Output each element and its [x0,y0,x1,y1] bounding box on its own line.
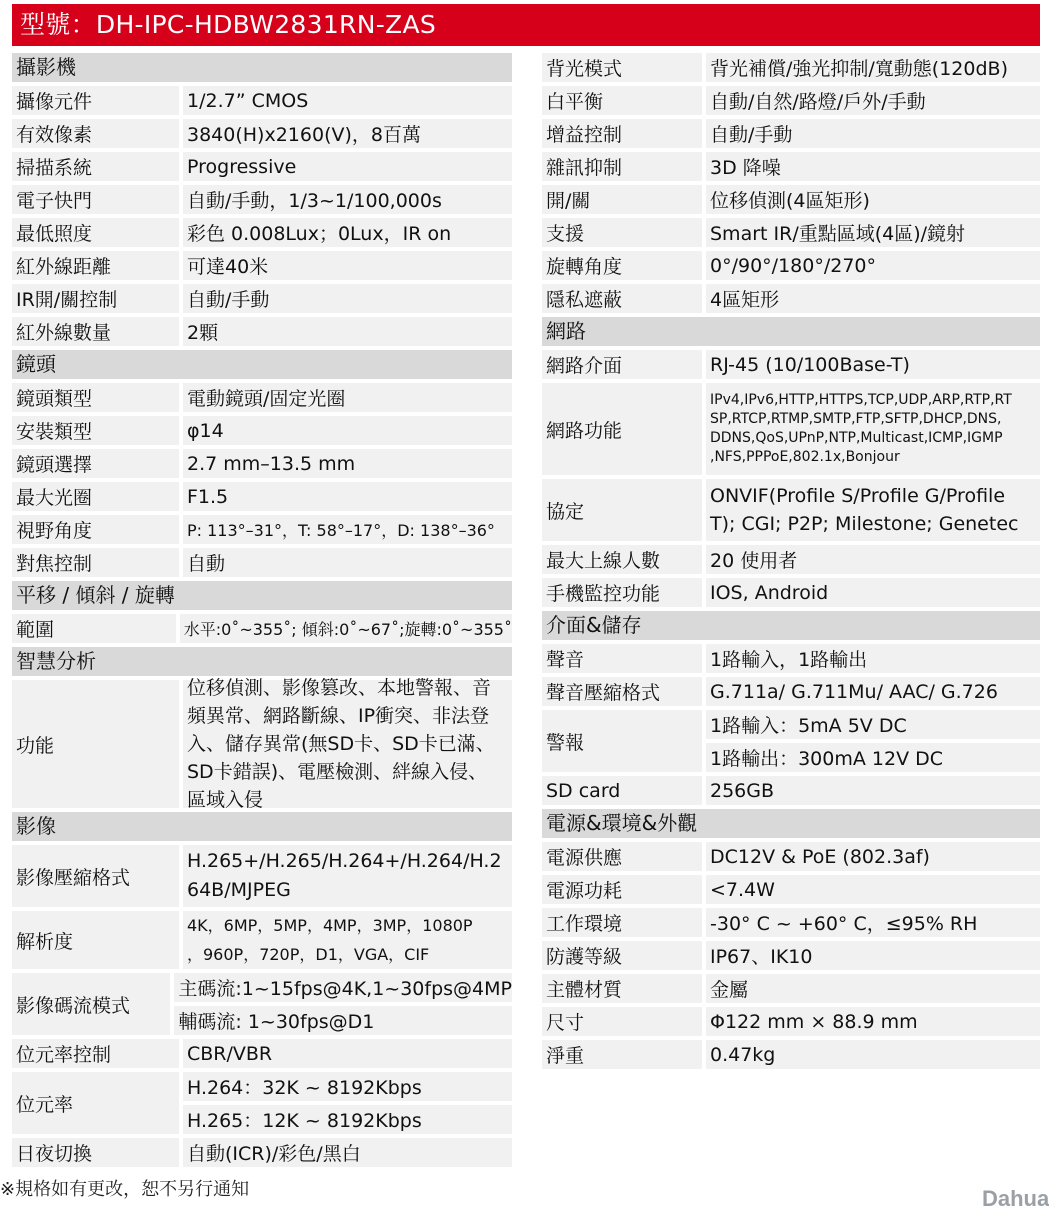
spec-row-camera [12,185,512,214]
spec-value: 4區矩形 [706,284,1040,313]
spec-row-power [542,941,1040,970]
spec-value: 自動/自然/路燈/戶外/手動 [706,86,1040,115]
value-line: ，960P，720P，D1，VGA，CIF [187,945,430,964]
section-camera: 攝影機 [12,53,512,82]
spec-label: 影像碼流模式 [12,973,170,1035]
spec-value: H.265：12K ~ 8192Kbps [183,1105,512,1134]
spec-value [706,383,1040,475]
value-line: 頻異常、網路斷線、IP衝突、非法登 [187,705,490,727]
left-spec-column [12,53,512,1171]
spec-label: SD card [542,776,702,805]
spec-row-lens [12,515,512,544]
spec-row-lens [12,482,512,511]
lens-rows [12,383,512,577]
spec-label: 電源供應 [542,842,702,871]
spec-row-network [542,545,1040,574]
spec-value: 主碼流:1~15fps@4K,1~30fps@4MP [174,973,512,1002]
spec-value: 金屬 [706,974,1040,1003]
spec-value: 水平:0˚~355˚; 傾斜:0˚~67˚;旋轉:0˚~355˚ [180,614,512,643]
spec-label: 影像壓縮格式 [12,845,179,907]
spec-row-power [542,875,1040,904]
spec-row-power [542,908,1040,937]
spec-value: DC12V & PoE (802.3af) [706,842,1040,871]
section-analytics: 智慧分析 [12,647,512,676]
spec-label: 尺寸 [542,1007,702,1036]
spec-row-lens [12,416,512,445]
spec-value: 彩色 0.008Lux；0Lux，IR on [183,218,512,247]
spec-value: G.711a/ G.711Mu/ AAC/ G.726 [706,677,1040,706]
value-line: H.265+/H.265/H.264+/H.264/H.2 [187,850,502,872]
spec-row-camera [12,317,512,346]
spec-label: 開/關 [542,185,702,214]
spec-value: 1/2.7” CMOS [183,86,512,115]
spec-label: 雜訊抑制 [542,152,702,181]
spec-label: 範圍 [12,614,176,643]
spec-value: φ14 [183,416,512,445]
spec-value-stack [183,1072,512,1134]
spec-value: 0°/90°/180°/270° [706,251,1040,280]
spec-label: 鏡頭類型 [12,383,179,412]
footer-note: ※規格如有更改，恕不另行通知 [0,1179,250,1200]
spec-row-image-setting [542,251,1040,280]
spec-row-camera [12,218,512,247]
spec-row-bitrate-control [12,1039,512,1068]
spec-row-analytics-function [12,677,512,811]
spec-row-ptz-range [12,614,512,643]
spec-row-audio-compression [542,677,1040,706]
value-line: SP,RTCP,RTMP,SMTP,FTP,SFTP,DHCP,DNS, [710,411,1002,427]
spec-value: 0.47kg [706,1040,1040,1069]
spec-value: IOS, Android [706,578,1040,607]
value-line: 64B/MJPEG [187,879,291,901]
image-setting-rows [542,53,1040,313]
spec-row-lens [12,383,512,412]
spec-label: IR開/關控制 [12,284,179,313]
spec-value: 可達40米 [183,251,512,280]
spec-value: 自動/手動 [706,119,1040,148]
value-line: IPv4,IPv6,HTTP,HTTPS,TCP,UDP,ARP,RTP,RT [710,392,1012,408]
spec-label: 鏡頭選擇 [12,449,179,478]
spec-label: 視野角度 [12,515,179,544]
spec-value: 1路輸入：5mA 5V DC [706,710,1040,739]
network-rows [542,545,1040,607]
value-line: 入、儲存異常(無SD卡、SD卡已滿、 [187,733,495,755]
spec-row-camera [12,284,512,313]
spec-label: 增益控制 [542,119,702,148]
spec-label: 支援 [542,218,702,247]
value-line: ONVIF(Profile S/Profile G/Profile [710,485,1006,507]
spec-value: Φ122 mm × 88.9 mm [706,1007,1040,1036]
spec-value: P: 113°–31°，T: 58°–17°，D: 138°–36° [183,515,512,544]
spec-value: 2顆 [183,317,512,346]
spec-label: 協定 [542,479,702,541]
value-line: 位移偵測、影像篡改、本地警報、音 [187,677,492,699]
spec-label: 有效像素 [12,119,179,148]
spec-value [183,845,512,907]
spec-row-camera [12,119,512,148]
spec-row-power [542,1040,1040,1069]
spec-row-camera [12,251,512,280]
spec-label: 紅外線距離 [12,251,179,280]
spec-label: 旋轉角度 [542,251,702,280]
spec-row-power [542,974,1040,1003]
spec-label: 位元率控制 [12,1039,179,1068]
spec-label: 攝像元件 [12,86,179,115]
spec-row-stream-mode [12,973,512,1035]
spec-value: <7.4W [706,875,1040,904]
spec-value [183,677,512,811]
spec-value-stack [174,973,512,1035]
spec-value: 256GB [706,776,1040,805]
brand-logo: Dahua [982,1186,1049,1211]
spec-label: 網路介面 [542,350,702,379]
spec-label: 最大光圈 [12,482,179,511]
spec-label: 位元率 [12,1072,179,1134]
spec-value: -30° C ~ +60° C，≤95% RH [706,908,1040,937]
spec-label: 背光模式 [542,53,702,82]
section-lens: 鏡頭 [12,350,512,379]
spec-value: 3840(H)x2160(V)，8百萬 [183,119,512,148]
spec-row-audio [542,644,1040,673]
spec-row-power [542,842,1040,871]
spec-value: 自動(ICR)/彩色/黑白 [183,1138,512,1167]
spec-value: 2.7 mm–13.5 mm [183,449,512,478]
section-power: 電源&環境&外觀 [542,809,1040,838]
spec-row-day-night [12,1138,512,1167]
spec-label: 電源功耗 [542,875,702,904]
spec-label: 手機監控功能 [542,578,702,607]
spec-label: 電子快門 [12,185,179,214]
section-network: 網路 [542,317,1040,346]
spec-value: 自動 [183,548,512,577]
spec-label: 解析度 [12,911,179,969]
spec-row-image-setting [542,53,1040,82]
section-ptz: 平移 / 傾斜 / 旋轉 [12,581,512,610]
value-line: ,NFS,PPPoE,802.1x,Bonjour [710,449,900,465]
spec-value: IP67、IK10 [706,941,1040,970]
spec-value: 電動鏡頭/固定光圈 [183,383,512,412]
spec-value: RJ-45 (10/100Base-T) [706,350,1040,379]
spec-row-image-setting [542,284,1040,313]
spec-label: 警報 [542,710,702,772]
spec-value: Progressive [183,152,512,181]
spec-label: 工作環境 [542,908,702,937]
spec-value: 20 使用者 [706,545,1040,574]
spec-row-network-interface [542,350,1040,379]
right-spec-column [542,53,1040,1073]
spec-value: 輔碼流: 1~30fps@D1 [174,1006,512,1035]
spec-value: 3D 降噪 [706,152,1040,181]
spec-value: F1.5 [183,482,512,511]
spec-label: 功能 [12,680,179,808]
spec-row-image-setting [542,185,1040,214]
spec-row-network-functions [542,383,1040,475]
spec-row-resolution [12,911,512,969]
spec-label: 主體材質 [542,974,702,1003]
spec-value: 1路輸出：300mA 12V DC [706,743,1040,772]
spec-value: Smart IR/重點區域(4區)/鏡射 [706,218,1040,247]
spec-value-stack [706,710,1040,772]
spec-label: 聲音 [542,644,702,673]
spec-row-alarm [542,710,1040,772]
spec-row-sd-card [542,776,1040,805]
power-rows [542,842,1040,1069]
spec-label: 隱私遮蔽 [542,284,702,313]
spec-row-camera [12,152,512,181]
value-line: SD卡錯誤)、電壓檢測、絆線入侵、 [187,761,488,783]
spec-row-image-setting [542,218,1040,247]
spec-label: 掃描系統 [12,152,179,181]
spec-value: 自動/手動，1/3~1/100,000s [183,185,512,214]
spec-row-network [542,578,1040,607]
spec-value: H.264：32K ~ 8192Kbps [183,1072,512,1101]
value-line: DDNS,QoS,UPnP,NTP,Multicast,ICMP,IGMP [710,430,1003,446]
spec-label: 防護等級 [542,941,702,970]
spec-row-video-compression [12,845,512,907]
spec-row-image-setting [542,152,1040,181]
spec-row-camera [12,86,512,115]
spec-label: 日夜切換 [12,1138,179,1167]
camera-rows [12,86,512,346]
spec-row-image-setting [542,86,1040,115]
spec-label: 最低照度 [12,218,179,247]
spec-label: 紅外線數量 [12,317,179,346]
value-line: T); CGI; P2P; Milestone; Genetec [710,513,1019,535]
spec-label: 安裝類型 [12,416,179,445]
spec-row-lens [12,449,512,478]
spec-label: 網路功能 [542,383,702,475]
model-title: 型號：DH-IPC-HDBW2831RN-ZAS [12,4,1040,46]
section-video: 影像 [12,812,512,841]
spec-value: 自動/手動 [183,284,512,313]
spec-value [706,479,1040,541]
spec-label: 最大上線人數 [542,545,702,574]
spec-value [183,911,512,969]
spec-row-lens [12,548,512,577]
section-interface: 介面&儲存 [542,611,1040,640]
spec-value: 背光補償/強光抑制/寬動態(120dB) [706,53,1040,82]
spec-value: 1路輸入，1路輸出 [706,644,1040,673]
spec-label: 聲音壓縮格式 [542,677,702,706]
spec-value: 位移偵測(4區矩形) [706,185,1040,214]
value-line: 區域入侵 [187,789,264,811]
spec-value: CBR/VBR [183,1039,512,1068]
spec-label: 淨重 [542,1040,702,1069]
spec-label: 對焦控制 [12,548,179,577]
spec-row-bitrate [12,1072,512,1134]
spec-row-image-setting [542,119,1040,148]
value-line: 4K，6MP，5MP，4MP，3MP，1080P [187,916,473,935]
spec-row-protocol [542,479,1040,541]
spec-label: 白平衡 [542,86,702,115]
spec-row-power [542,1007,1040,1036]
